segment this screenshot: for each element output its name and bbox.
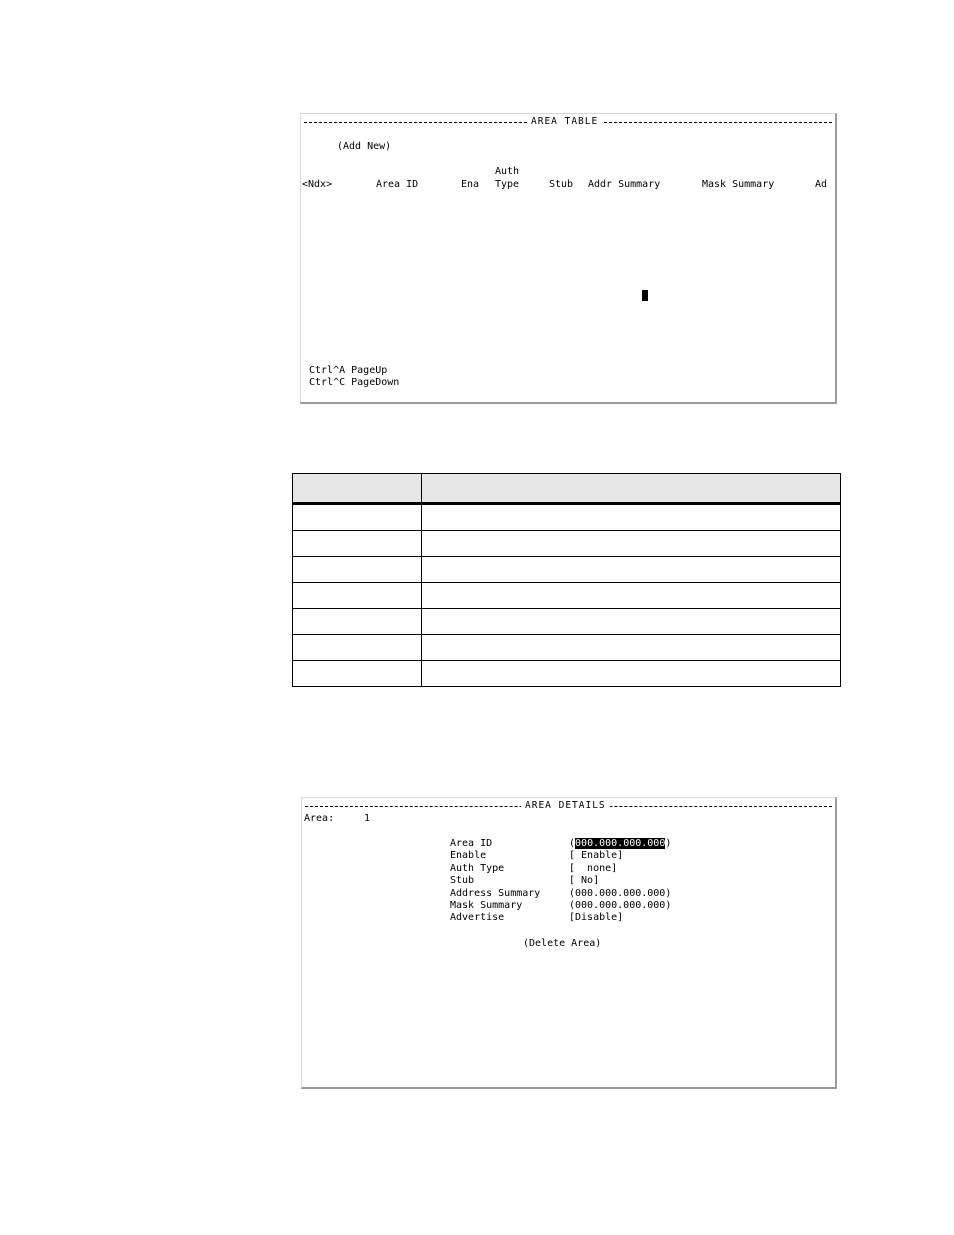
- table-header-cell: [422, 474, 841, 504]
- table-cell: [293, 504, 422, 531]
- header-ena: Ena: [461, 179, 480, 190]
- table-cell: [422, 557, 841, 583]
- field-label-mask-summary: Mask Summary: [450, 900, 523, 911]
- mask-summary-field[interactable]: (000.000.000.000): [569, 900, 672, 911]
- field-label-enable: Enable: [450, 850, 487, 861]
- footer-pagedown-hint: Ctrl^C PageDown: [309, 377, 400, 388]
- header-mask-summary: Mask Summary: [702, 179, 775, 190]
- advertise-field[interactable]: [Disable]: [569, 912, 624, 923]
- area-id-field[interactable]: (000.000.000.000): [569, 838, 672, 849]
- field-label-area-id: Area ID: [450, 838, 493, 849]
- table-cell: [293, 661, 422, 687]
- header-stub: Stub: [549, 179, 574, 190]
- header-ad: Ad: [815, 179, 828, 190]
- header-area-id: Area ID: [376, 179, 419, 190]
- stub-field[interactable]: [ No]: [569, 875, 600, 886]
- table-row: [293, 609, 841, 635]
- field-label-address-summary: Address Summary: [450, 888, 541, 899]
- table-cell: [422, 609, 841, 635]
- header-addr-summary: Addr Summary: [588, 179, 661, 190]
- table-cell: [293, 557, 422, 583]
- table-cell: [422, 635, 841, 661]
- table-cell: [293, 635, 422, 661]
- area-id-value-highlight: 000.000.000.000: [575, 838, 666, 849]
- table-cell: [293, 609, 422, 635]
- table-cell: [293, 583, 422, 609]
- table-cell: [422, 583, 841, 609]
- text-cursor: [642, 290, 648, 301]
- table-row: [293, 557, 841, 583]
- table-header-cell: [293, 474, 422, 504]
- table-cell: [293, 531, 422, 557]
- area-table-screen: [300, 113, 837, 404]
- header-auth-type: Type: [495, 179, 520, 190]
- area-details-title: AREA DETAILS: [521, 800, 610, 812]
- footer-pageup-hint: Ctrl^A PageUp: [309, 365, 388, 376]
- parameter-table: [292, 473, 841, 687]
- field-label-advertise: Advertise: [450, 912, 505, 923]
- table-row: [293, 583, 841, 609]
- enable-field[interactable]: [ Enable]: [569, 850, 624, 861]
- field-label-stub: Stub: [450, 875, 475, 886]
- delete-area-button[interactable]: (Delete Area): [523, 938, 602, 949]
- add-new-button[interactable]: (Add New): [337, 141, 392, 152]
- table-cell: [422, 504, 841, 531]
- address-summary-field[interactable]: (000.000.000.000): [569, 888, 672, 899]
- table-cell: [422, 531, 841, 557]
- header-auth-top: Auth: [495, 166, 520, 177]
- table-row: [293, 661, 841, 687]
- auth-type-field[interactable]: [ none]: [569, 863, 618, 874]
- table-row: [293, 504, 841, 531]
- area-details-screen: [301, 797, 837, 1089]
- field-label-auth-type: Auth Type: [450, 863, 505, 874]
- area-number: 1: [364, 813, 371, 824]
- table-header-row: [293, 474, 841, 504]
- area-label: Area:: [304, 813, 335, 824]
- area-table-title: AREA TABLE: [527, 116, 602, 128]
- table-row: [293, 531, 841, 557]
- table-row: [293, 635, 841, 661]
- header-ndx: <Ndx>: [302, 179, 333, 190]
- table-cell: [422, 661, 841, 687]
